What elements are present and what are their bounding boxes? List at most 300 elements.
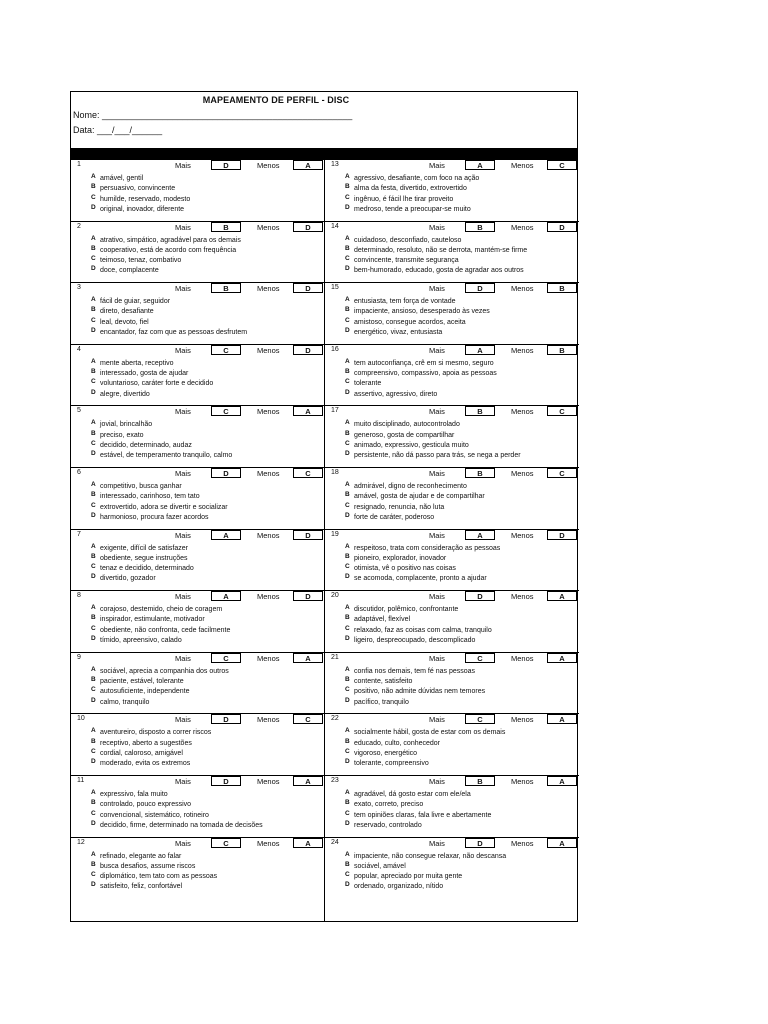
option-text: jovial, brincalhão bbox=[100, 421, 153, 429]
option-letter: A bbox=[345, 480, 350, 488]
option-letter: B bbox=[91, 306, 96, 314]
mais-label: Mais bbox=[175, 653, 191, 663]
question-number: 3 bbox=[77, 284, 81, 292]
mais-answer-box[interactable]: D bbox=[465, 591, 495, 601]
option-text: refinado, elegante ao falar bbox=[100, 852, 182, 860]
mais-answer-box[interactable]: C bbox=[211, 838, 241, 848]
mais-label: Mais bbox=[429, 407, 445, 417]
option-text: compreensivo, compassivo, apoia as pessoas bbox=[354, 370, 497, 378]
menos-label: Menos bbox=[511, 530, 534, 540]
option-text: se acomoda, complacente, pronto a ajudar bbox=[354, 575, 487, 583]
mais-label: Mais bbox=[175, 407, 191, 417]
menos-answer-box[interactable]: B bbox=[547, 345, 577, 355]
option-letter: B bbox=[91, 737, 96, 745]
option-text: agradável, dá gosto estar com ele/ela bbox=[354, 790, 471, 798]
mais-answer-box[interactable]: A bbox=[465, 530, 495, 540]
mais-label: Mais bbox=[429, 715, 445, 725]
mais-label: Mais bbox=[429, 468, 445, 478]
question-number: 8 bbox=[77, 592, 81, 600]
option-letter: A bbox=[345, 542, 350, 550]
option-letter: C bbox=[345, 501, 350, 509]
option-letter: D bbox=[91, 388, 96, 396]
option-letter: B bbox=[91, 491, 96, 499]
menos-label: Menos bbox=[511, 653, 534, 663]
question-number: 9 bbox=[77, 653, 81, 661]
option-letter: B bbox=[345, 244, 350, 252]
question-block bbox=[325, 283, 579, 345]
option-letter: D bbox=[91, 573, 96, 581]
option-text: amistoso, consegue acordos, aceita bbox=[354, 318, 466, 326]
option-text: energético, vivaz, entusiasta bbox=[354, 329, 443, 337]
option-text: persuasivo, convincente bbox=[100, 185, 176, 193]
option-text: encantador, faz com que as pessoas desfrutem bbox=[100, 329, 248, 337]
option-letter: A bbox=[345, 727, 350, 735]
menos-answer-box[interactable]: A bbox=[293, 160, 323, 170]
question-number: 6 bbox=[77, 468, 81, 476]
option-text: tem autoconfiança, crê em si mesmo, seguro bbox=[354, 359, 494, 367]
option-text: agressivo, desafiante, com foco na ação bbox=[354, 175, 480, 182]
option-text: socialmente hábil, gosta de estar com os demais bbox=[354, 729, 506, 737]
option-text: diplomático, tem tato com as pessoas bbox=[100, 873, 218, 881]
option-text: corajoso, destemido, cheio de coragem bbox=[100, 606, 223, 614]
question-block bbox=[325, 530, 579, 592]
option-text: direto, desafiante bbox=[100, 308, 154, 316]
form-title: MAPEAMENTO DE PERFIL - DISC bbox=[202, 95, 350, 105]
option-text: humilde, reservado, modesto bbox=[100, 195, 191, 203]
mais-answer-box[interactable]: A bbox=[211, 530, 241, 540]
mais-label: Mais bbox=[429, 161, 445, 170]
question-block bbox=[325, 591, 579, 653]
menos-label: Menos bbox=[257, 715, 280, 725]
option-text: moderado, evita os extremos bbox=[100, 760, 191, 768]
option-letter: D bbox=[345, 388, 350, 396]
option-text: doce, complacente bbox=[100, 267, 159, 275]
option-letter: B bbox=[91, 614, 96, 622]
questions-grid bbox=[71, 160, 577, 922]
option-text: voluntarioso, caráter forte e decidido bbox=[100, 380, 214, 388]
menos-answer-box[interactable]: D bbox=[547, 222, 577, 232]
option-letter: B bbox=[91, 799, 96, 807]
mais-label: Mais bbox=[429, 284, 445, 294]
menos-answer-box[interactable]: A bbox=[293, 406, 323, 416]
option-text: adaptável, flexível bbox=[354, 616, 411, 624]
option-letter: C bbox=[91, 501, 96, 509]
menos-answer-box[interactable]: C bbox=[547, 468, 577, 478]
menos-answer-box[interactable]: D bbox=[547, 530, 577, 540]
menos-answer-box[interactable]: A bbox=[293, 776, 323, 786]
option-text: generoso, gosta de compartilhar bbox=[354, 431, 455, 439]
option-letter: D bbox=[345, 881, 350, 889]
mais-answer-box[interactable]: D bbox=[211, 714, 241, 724]
option-letter: D bbox=[91, 265, 96, 273]
option-letter: B bbox=[345, 491, 350, 499]
option-letter: C bbox=[345, 193, 350, 201]
option-text: preciso, exato bbox=[100, 431, 144, 439]
mais-answer-box[interactable]: C bbox=[211, 653, 241, 663]
option-text: vigoroso, energético bbox=[354, 749, 418, 757]
option-text: popular, apreciado por muita gente bbox=[354, 873, 463, 881]
questions-column-right bbox=[325, 160, 579, 922]
menos-label: Menos bbox=[511, 592, 534, 602]
option-text: decidido, determinado, audaz bbox=[100, 441, 192, 449]
mais-answer-box[interactable]: D bbox=[465, 838, 495, 848]
option-letter: B bbox=[91, 244, 96, 252]
option-letter: A bbox=[345, 604, 350, 612]
option-text: ordenado, organizado, nítido bbox=[354, 883, 444, 891]
option-text: obediente, segue instruções bbox=[100, 554, 188, 562]
question-number: 21 bbox=[331, 653, 339, 661]
option-text: pacífico, tranquilo bbox=[354, 698, 409, 706]
question-block bbox=[71, 283, 324, 345]
mais-label: Mais bbox=[429, 222, 445, 232]
option-text: alegre, divertido bbox=[100, 390, 150, 398]
option-text: tolerante, compreensivo bbox=[354, 760, 429, 768]
option-letter: D bbox=[91, 511, 96, 519]
option-text: positivo, não admite dúvidas nem temores bbox=[354, 688, 486, 696]
question-block bbox=[71, 160, 324, 222]
option-letter: A bbox=[91, 665, 96, 673]
option-text: contente, satisfeito bbox=[354, 678, 413, 686]
menos-label: Menos bbox=[257, 345, 280, 355]
mais-answer-box[interactable]: B bbox=[465, 776, 495, 786]
option-letter: C bbox=[91, 563, 96, 571]
option-text: fácil de guiar, seguidor bbox=[100, 298, 171, 306]
menos-label: Menos bbox=[257, 161, 280, 170]
option-letter: A bbox=[91, 788, 96, 796]
option-text: relaxado, faz as coisas com calma, tranquilo bbox=[354, 626, 492, 634]
menos-label: Menos bbox=[257, 222, 280, 232]
option-text: medroso, tende a preocupar-se muito bbox=[354, 205, 471, 213]
question-number: 1 bbox=[77, 161, 81, 168]
option-letter: A bbox=[91, 357, 96, 365]
mais-answer-box[interactable]: B bbox=[465, 468, 495, 478]
option-text: inspirador, estimulante, motivador bbox=[100, 616, 205, 624]
question-block bbox=[71, 406, 324, 468]
option-text: aventureiro, disposto a correr riscos bbox=[100, 729, 212, 737]
option-text: pioneiro, explorador, inovador bbox=[354, 554, 447, 562]
question-number: 19 bbox=[331, 530, 339, 538]
option-letter: D bbox=[345, 450, 350, 458]
menos-label: Menos bbox=[511, 407, 534, 417]
menos-label: Menos bbox=[257, 592, 280, 602]
question-number: 23 bbox=[331, 776, 339, 784]
option-letter: B bbox=[345, 860, 350, 868]
question-block bbox=[325, 714, 579, 776]
mais-answer-box[interactable]: B bbox=[465, 222, 495, 232]
menos-label: Menos bbox=[511, 345, 534, 355]
mais-label: Mais bbox=[429, 653, 445, 663]
mais-label: Mais bbox=[175, 715, 191, 725]
mais-answer-box[interactable]: A bbox=[465, 160, 495, 170]
menos-answer-box[interactable]: A bbox=[293, 838, 323, 848]
mais-label: Mais bbox=[175, 530, 191, 540]
option-letter: A bbox=[345, 850, 350, 858]
option-text: exigente, difícil de satisfazer bbox=[100, 544, 188, 552]
mais-answer-box[interactable]: D bbox=[211, 160, 241, 170]
question-block bbox=[71, 591, 324, 653]
option-letter: B bbox=[345, 429, 350, 437]
option-text: cordial, caloroso, amigável bbox=[100, 749, 183, 757]
question-block bbox=[71, 468, 324, 530]
questions-column-left bbox=[71, 160, 325, 922]
mais-label: Mais bbox=[175, 776, 191, 786]
option-text: animado, expressivo, gesticula muito bbox=[354, 441, 469, 449]
menos-answer-box[interactable]: C bbox=[293, 714, 323, 724]
option-text: mente aberta, receptivo bbox=[100, 359, 174, 367]
option-text: convencional, sistemático, rotineiro bbox=[100, 811, 209, 819]
question-block bbox=[325, 345, 579, 407]
question-number: 7 bbox=[77, 530, 81, 538]
question-number: 14 bbox=[331, 222, 339, 230]
option-letter: D bbox=[91, 819, 96, 827]
option-text: busca desafios, assume riscos bbox=[100, 862, 196, 870]
question-block bbox=[325, 160, 579, 222]
option-letter: C bbox=[91, 316, 96, 324]
option-text: tem opiniões claras, fala livre e abertamente bbox=[354, 811, 492, 819]
option-text: paciente, estável, tolerante bbox=[100, 678, 184, 686]
option-text: discutidor, polêmico, confrontante bbox=[354, 606, 459, 614]
date-field[interactable]: Data: ___/___/______ bbox=[73, 125, 163, 135]
option-letter: B bbox=[91, 183, 96, 191]
option-letter: B bbox=[345, 552, 350, 560]
menos-answer-box[interactable]: A bbox=[547, 591, 577, 601]
option-text: obediente, não confronta, cede facilmente bbox=[100, 626, 231, 634]
option-text: tolerante bbox=[354, 380, 382, 388]
mais-label: Mais bbox=[175, 592, 191, 602]
mais-answer-box[interactable]: B bbox=[211, 222, 241, 232]
question-block bbox=[325, 468, 579, 530]
option-text: sociável, aprecia a companhia dos outros bbox=[100, 667, 229, 675]
mais-answer-box[interactable]: D bbox=[465, 283, 495, 293]
name-field[interactable]: Nome: __________________________________________________ bbox=[73, 110, 353, 120]
question-number: 18 bbox=[331, 468, 339, 476]
question-block bbox=[325, 776, 579, 838]
mais-answer-box[interactable]: C bbox=[465, 714, 495, 724]
option-text: educado, culto, conhecedor bbox=[354, 739, 441, 747]
option-letter: C bbox=[345, 871, 350, 879]
option-letter: A bbox=[91, 173, 96, 180]
mais-label: Mais bbox=[175, 161, 191, 170]
option-letter: B bbox=[345, 183, 350, 191]
option-letter: C bbox=[345, 439, 350, 447]
option-text: muito disciplinado, autocontrolado bbox=[354, 421, 460, 429]
mais-answer-box[interactable]: C bbox=[211, 406, 241, 416]
option-text: cooperativo, está de acordo com frequência bbox=[100, 246, 237, 254]
menos-answer-box[interactable]: A bbox=[293, 653, 323, 663]
option-text: ligeiro, despreocupado, descomplicado bbox=[354, 637, 476, 645]
option-text: entusiasta, tem força de vontade bbox=[354, 298, 456, 306]
menos-answer-box[interactable]: A bbox=[547, 838, 577, 848]
menos-answer-box[interactable]: C bbox=[547, 160, 577, 170]
question-block bbox=[71, 838, 324, 900]
option-letter: D bbox=[345, 203, 350, 211]
question-number: 15 bbox=[331, 284, 339, 292]
option-text: forte de caráter, poderoso bbox=[354, 513, 435, 521]
mais-label: Mais bbox=[429, 838, 445, 848]
mais-answer-box[interactable]: A bbox=[465, 345, 495, 355]
menos-answer-box[interactable]: A bbox=[547, 776, 577, 786]
option-letter: D bbox=[91, 450, 96, 458]
menos-answer-box[interactable]: A bbox=[547, 714, 577, 724]
question-number: 10 bbox=[77, 715, 85, 723]
mais-label: Mais bbox=[175, 838, 191, 848]
question-number: 11 bbox=[77, 776, 85, 784]
option-letter: C bbox=[91, 871, 96, 879]
option-letter: C bbox=[345, 686, 350, 694]
option-letter: B bbox=[91, 429, 96, 437]
menos-label: Menos bbox=[511, 776, 534, 786]
option-letter: C bbox=[91, 686, 96, 694]
menos-answer-box[interactable]: D bbox=[293, 283, 323, 293]
header-divider-bar bbox=[71, 148, 577, 160]
option-text: satisfeito, feliz, confortável bbox=[100, 883, 183, 891]
mais-answer-box[interactable]: D bbox=[211, 468, 241, 478]
menos-answer-box[interactable]: C bbox=[293, 468, 323, 478]
option-letter: C bbox=[91, 255, 96, 263]
option-letter: B bbox=[345, 737, 350, 745]
mais-label: Mais bbox=[175, 468, 191, 478]
option-text: controlado, pouco expressivo bbox=[100, 801, 192, 809]
option-letter: B bbox=[345, 676, 350, 684]
question-block bbox=[325, 838, 579, 900]
menos-label: Menos bbox=[511, 838, 534, 848]
option-text: tenaz e decidido, determinado bbox=[100, 565, 194, 573]
mais-answer-box[interactable]: A bbox=[211, 591, 241, 601]
question-block bbox=[325, 406, 579, 468]
question-number: 16 bbox=[331, 345, 339, 353]
menos-label: Menos bbox=[257, 284, 280, 294]
option-text: atrativo, simpático, agradável para os demais bbox=[100, 236, 241, 244]
mais-label: Mais bbox=[429, 776, 445, 786]
question-number: 13 bbox=[331, 161, 339, 168]
option-text: interessado, gosta de ajudar bbox=[100, 370, 189, 378]
question-number: 24 bbox=[331, 838, 339, 846]
option-text: expressivo, fala muito bbox=[100, 790, 168, 798]
menos-answer-box[interactable]: D bbox=[293, 222, 323, 232]
option-text: persistente, não dá passo para trás, se nega a perder bbox=[354, 452, 521, 460]
menos-answer-box[interactable]: A bbox=[547, 653, 577, 663]
option-letter: D bbox=[345, 511, 350, 519]
option-text: cuidadoso, desconfiado, cauteloso bbox=[354, 236, 462, 244]
mais-label: Mais bbox=[429, 592, 445, 602]
option-letter: A bbox=[91, 296, 96, 304]
option-text: respeitoso, trata com consideração as pessoas bbox=[354, 544, 501, 552]
menos-label: Menos bbox=[511, 715, 534, 725]
mais-answer-box[interactable]: B bbox=[465, 406, 495, 416]
menos-label: Menos bbox=[257, 530, 280, 540]
option-text: receptivo, aberto a sugestões bbox=[100, 739, 192, 747]
option-text: original, inovador, diferente bbox=[100, 205, 185, 213]
option-text: divertido, gozador bbox=[100, 575, 156, 583]
option-text: impaciente, ansioso, desesperado às vezes bbox=[354, 308, 490, 316]
option-text: amável, gentil bbox=[100, 175, 144, 182]
menos-label: Menos bbox=[511, 222, 534, 232]
option-letter: A bbox=[91, 727, 96, 735]
option-letter: C bbox=[345, 255, 350, 263]
question-block bbox=[71, 222, 324, 284]
menos-label: Menos bbox=[257, 407, 280, 417]
question-block bbox=[71, 345, 324, 407]
mais-answer-box[interactable]: C bbox=[465, 653, 495, 663]
option-letter: D bbox=[91, 327, 96, 335]
question-block bbox=[71, 714, 324, 776]
option-letter: C bbox=[345, 624, 350, 632]
option-letter: C bbox=[345, 563, 350, 571]
option-text: harmonioso, procura fazer acordos bbox=[100, 513, 209, 521]
menos-answer-box[interactable]: D bbox=[293, 591, 323, 601]
question-number: 4 bbox=[77, 345, 81, 353]
option-letter: C bbox=[91, 439, 96, 447]
option-letter: A bbox=[345, 665, 350, 673]
menos-label: Menos bbox=[511, 468, 534, 478]
form-header bbox=[71, 92, 577, 148]
option-text: ingênuo, é fácil lhe tirar proveito bbox=[354, 195, 454, 203]
option-letter: D bbox=[345, 573, 350, 581]
option-text: bem-humorado, educado, gosta de agradar aos outros bbox=[354, 267, 524, 275]
menos-answer-box[interactable]: D bbox=[293, 530, 323, 540]
option-letter: D bbox=[345, 327, 350, 335]
question-block bbox=[325, 222, 579, 284]
option-letter: D bbox=[91, 203, 96, 211]
option-letter: A bbox=[345, 788, 350, 796]
mais-label: Mais bbox=[175, 345, 191, 355]
option-letter: B bbox=[345, 614, 350, 622]
mais-label: Mais bbox=[175, 284, 191, 294]
menos-answer-box[interactable]: D bbox=[293, 345, 323, 355]
option-letter: A bbox=[345, 357, 350, 365]
option-text: resignado, renuncia, não luta bbox=[354, 503, 445, 511]
question-number: 22 bbox=[331, 715, 339, 723]
option-text: convincente, transmite segurança bbox=[354, 257, 459, 265]
menos-answer-box[interactable]: C bbox=[547, 406, 577, 416]
menos-label: Menos bbox=[511, 161, 534, 170]
option-text: determinado, resoluto, não se derrota, mantém-se firme bbox=[354, 246, 528, 254]
option-letter: A bbox=[91, 234, 96, 242]
mais-answer-box[interactable]: D bbox=[211, 776, 241, 786]
option-letter: B bbox=[345, 306, 350, 314]
option-letter: C bbox=[91, 624, 96, 632]
option-letter: D bbox=[345, 265, 350, 273]
menos-answer-box[interactable]: B bbox=[547, 283, 577, 293]
option-letter: C bbox=[345, 747, 350, 755]
question-number: 20 bbox=[331, 592, 339, 600]
option-letter: B bbox=[91, 860, 96, 868]
option-letter: A bbox=[345, 173, 350, 180]
option-letter: C bbox=[345, 316, 350, 324]
mais-answer-box[interactable]: C bbox=[211, 345, 241, 355]
option-text: reservado, controlado bbox=[354, 821, 422, 829]
question-block bbox=[325, 653, 579, 715]
option-text: extrovertido, adora se divertir e socializar bbox=[100, 503, 228, 511]
option-text: amável, gosta de ajudar e de compartilhar bbox=[354, 493, 485, 501]
mais-label: Mais bbox=[175, 222, 191, 232]
option-letter: A bbox=[91, 604, 96, 612]
mais-answer-box[interactable]: B bbox=[211, 283, 241, 293]
option-text: tímido, apreensivo, calado bbox=[100, 637, 182, 645]
mais-label: Mais bbox=[429, 345, 445, 355]
option-text: decidido, firme, determinado na tomada de decisões bbox=[100, 821, 263, 829]
option-text: autosuficiente, independente bbox=[100, 688, 190, 696]
option-text: estável, de temperamento tranquilo, calmo bbox=[100, 452, 233, 460]
option-letter: C bbox=[91, 809, 96, 817]
option-letter: C bbox=[91, 378, 96, 386]
option-text: admirável, digno de reconhecimento bbox=[354, 482, 467, 490]
option-letter: C bbox=[345, 809, 350, 817]
option-letter: B bbox=[345, 368, 350, 376]
option-text: competitivo, busca ganhar bbox=[100, 482, 182, 490]
menos-label: Menos bbox=[257, 468, 280, 478]
option-text: sociável, amável bbox=[354, 862, 406, 870]
